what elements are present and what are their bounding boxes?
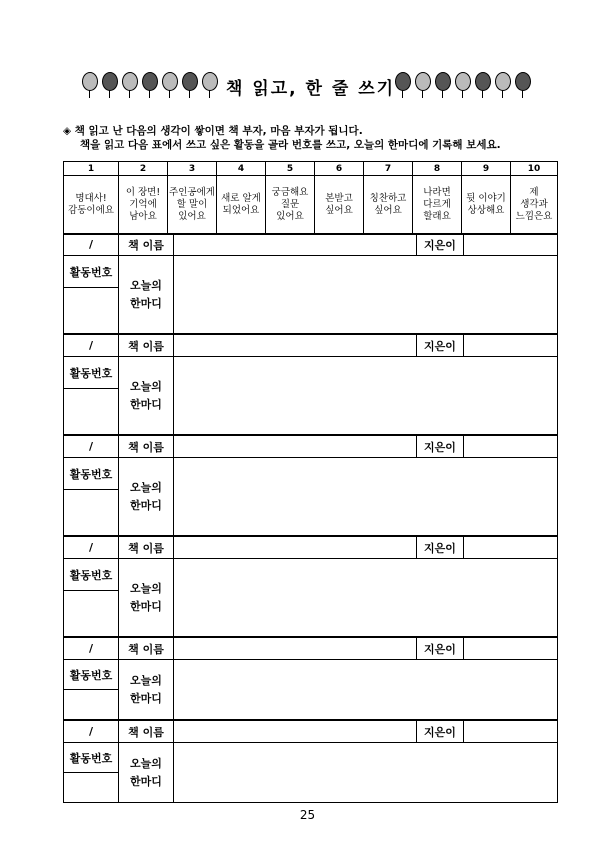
activity-number: 8 <box>413 162 462 176</box>
author-field[interactable] <box>464 234 558 256</box>
activity-number-label: 활동번호 <box>64 743 119 773</box>
balloon-icon <box>202 72 218 91</box>
balloon-icon <box>395 72 411 91</box>
book-title-field[interactable] <box>174 721 417 743</box>
author-label: 지은이 <box>417 234 464 256</box>
book-title-field[interactable] <box>174 234 417 256</box>
activity-number-label: 활동번호 <box>64 256 119 288</box>
date-field[interactable]: / <box>64 234 119 256</box>
author-field[interactable] <box>464 335 558 357</box>
book-title-label: 책 이름 <box>119 436 174 458</box>
activity-number-field[interactable] <box>64 690 119 720</box>
reading-entry <box>63 637 558 720</box>
activity-label: 칭찬하고 싶어요 <box>364 176 413 235</box>
page-number: 25 <box>299 808 316 822</box>
reading-entry <box>63 435 558 536</box>
date-field[interactable]: / <box>64 537 119 559</box>
activity-label: 명대사! 감동이에요 <box>64 176 119 235</box>
book-title-label: 책 이름 <box>119 721 174 743</box>
balloon-decoration-right <box>395 72 531 91</box>
activity-number: 3 <box>168 162 217 176</box>
activity-number: 5 <box>266 162 315 176</box>
activity-label: 뒷 이야기 상상해요 <box>462 176 511 235</box>
activity-label: 나라면 다르게 할래요 <box>413 176 462 235</box>
today-word-label: 오늘의 한마디 <box>119 256 174 334</box>
today-word-label: 오늘의 한마디 <box>119 559 174 637</box>
activity-label: 주인공에게 할 말이 있어요 <box>168 176 217 235</box>
activity-label: 새로 알게 되었어요 <box>217 176 266 235</box>
activity-number-field[interactable] <box>64 773 119 803</box>
activity-number: 6 <box>315 162 364 176</box>
activity-label: 본받고 싶어요 <box>315 176 364 235</box>
book-title-field[interactable] <box>174 537 417 559</box>
today-word-label: 오늘의 한마디 <box>119 458 174 536</box>
book-title-label: 책 이름 <box>119 537 174 559</box>
activity-number-field[interactable] <box>64 591 119 637</box>
author-field[interactable] <box>464 436 558 458</box>
book-title-field[interactable] <box>174 335 417 357</box>
reading-entry <box>63 233 558 334</box>
book-title-field[interactable] <box>174 638 417 660</box>
activity-label: 궁금해요 질문 있어요 <box>266 176 315 235</box>
activity-number-label: 활동번호 <box>64 660 119 690</box>
book-title-label: 책 이름 <box>119 234 174 256</box>
book-title-label: 책 이름 <box>119 638 174 660</box>
book-title-label: 책 이름 <box>119 335 174 357</box>
balloon-icon <box>495 72 511 91</box>
activity-number-label: 활동번호 <box>64 559 119 591</box>
reading-entry <box>63 536 558 637</box>
activity-label: 제 생각과 느낌은요 <box>511 176 558 235</box>
today-word-label: 오늘의 한마디 <box>119 660 174 720</box>
activity-number-field[interactable] <box>64 288 119 334</box>
date-field[interactable]: / <box>64 436 119 458</box>
reading-entry <box>63 334 558 435</box>
author-label: 지은이 <box>417 436 464 458</box>
today-word-field[interactable] <box>174 256 558 334</box>
reading-entry <box>63 720 558 803</box>
balloon-icon <box>182 72 198 91</box>
activity-number-label: 활동번호 <box>64 458 119 490</box>
author-label: 지은이 <box>417 537 464 559</box>
balloon-decoration-left <box>82 72 218 91</box>
today-word-field[interactable] <box>174 743 558 803</box>
balloon-icon <box>515 72 531 91</box>
balloon-icon <box>435 72 451 91</box>
today-word-field[interactable] <box>174 559 558 637</box>
author-label: 지은이 <box>417 335 464 357</box>
book-title-field[interactable] <box>174 436 417 458</box>
author-field[interactable] <box>464 721 558 743</box>
date-field[interactable]: / <box>64 335 119 357</box>
activity-label: 이 장면! 기억에 남아요 <box>119 176 168 235</box>
activity-number: 10 <box>511 162 558 176</box>
instruction-line-2: 책을 읽고 다음 표에서 쓰고 싶은 활동을 골라 번호를 쓰고, 오늘의 한마디에 기록해 보세요. <box>80 139 501 151</box>
page-title: 책 읽고, 한 줄 쓰기 <box>226 79 396 99</box>
today-word-field[interactable] <box>174 357 558 435</box>
author-label: 지은이 <box>417 638 464 660</box>
date-field[interactable]: / <box>64 721 119 743</box>
balloon-icon <box>162 72 178 91</box>
balloon-icon <box>142 72 158 91</box>
today-word-field[interactable] <box>174 458 558 536</box>
instruction-line-1: ◈ 책 읽고 난 다음의 생각이 쌓이면 책 부자, 마음 부자가 됩니다. <box>63 125 363 137</box>
balloon-icon <box>455 72 471 91</box>
balloon-icon <box>122 72 138 91</box>
reading-entries <box>63 233 557 803</box>
balloon-icon <box>475 72 491 91</box>
instructions <box>63 124 501 152</box>
author-field[interactable] <box>464 537 558 559</box>
activity-number-field[interactable] <box>64 389 119 435</box>
balloon-icon <box>82 72 98 91</box>
balloon-icon <box>102 72 118 91</box>
activity-table <box>63 161 558 235</box>
activity-number: 4 <box>217 162 266 176</box>
balloon-icon <box>415 72 431 91</box>
activity-number-label: 활동번호 <box>64 357 119 389</box>
date-field[interactable]: / <box>64 638 119 660</box>
activity-number: 9 <box>462 162 511 176</box>
today-word-field[interactable] <box>174 660 558 720</box>
activity-number: 2 <box>119 162 168 176</box>
title-area <box>0 66 615 106</box>
activity-number-field[interactable] <box>64 490 119 536</box>
author-label: 지은이 <box>417 721 464 743</box>
activity-number: 1 <box>64 162 119 176</box>
today-word-label: 오늘의 한마디 <box>119 357 174 435</box>
activity-number: 7 <box>364 162 413 176</box>
today-word-label: 오늘의 한마디 <box>119 743 174 803</box>
activity-label-row <box>64 176 558 235</box>
activity-number-row <box>64 162 558 176</box>
author-field[interactable] <box>464 638 558 660</box>
